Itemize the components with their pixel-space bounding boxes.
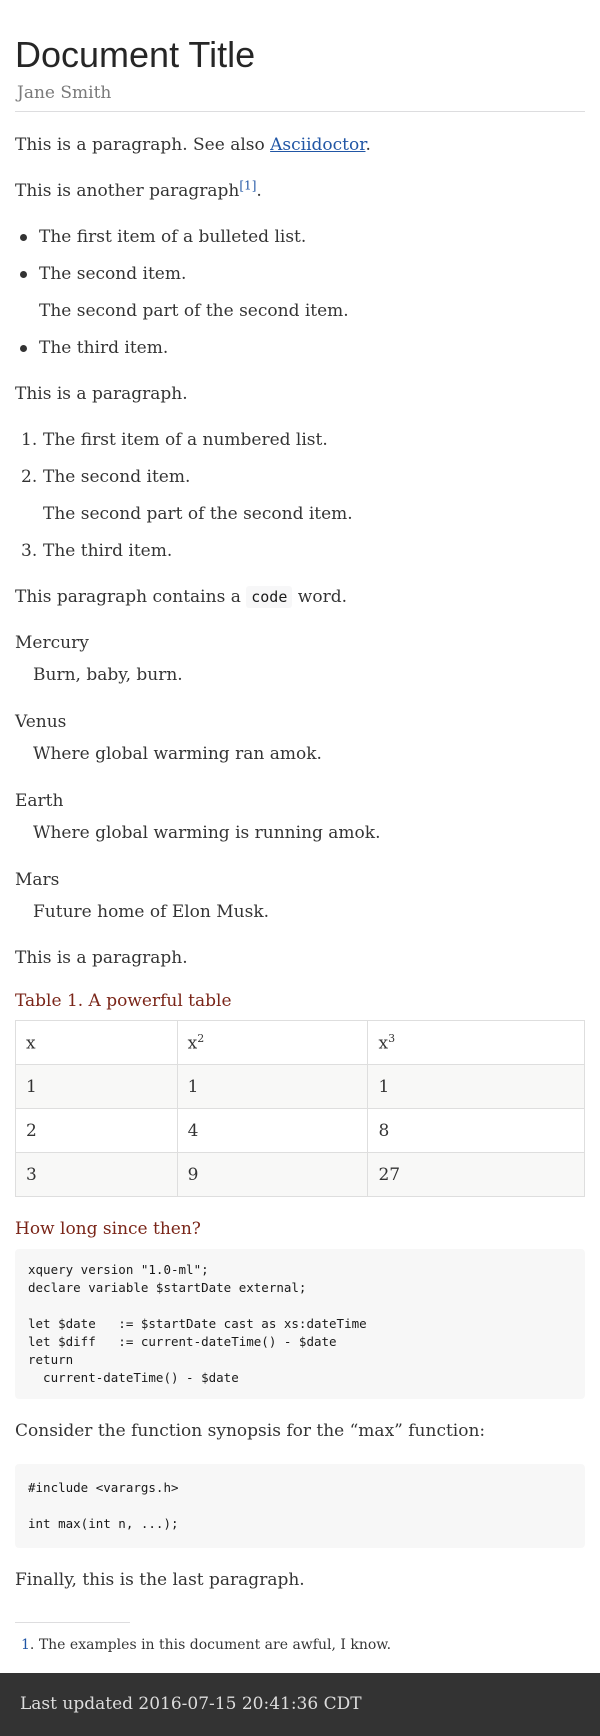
header-divider (15, 111, 585, 112)
paragraph-see-also (15, 131, 585, 159)
description-item (15, 787, 585, 847)
table-row (16, 1065, 585, 1109)
table-caption: Table 1. A powerful table (15, 991, 232, 1011)
inline-code: code (246, 586, 292, 608)
list-item-continuation: The second part of the second item. (39, 301, 349, 321)
list-number: 2. (21, 467, 38, 487)
table-cell (177, 1021, 368, 1065)
list-item (15, 426, 585, 454)
term: Earth (15, 791, 64, 811)
term-description: Future home of Elon Musk. (33, 902, 270, 922)
list-item-continuation: The second part of the second item. (43, 504, 353, 524)
bullet-icon (20, 271, 27, 278)
list-item-text: The second item. (39, 264, 187, 284)
term-description: Where global warming is running amok. (33, 823, 381, 843)
list-item-text: The third item. (39, 338, 169, 358)
list-item (15, 260, 585, 325)
table-cell: 2 (16, 1109, 178, 1153)
list-item (15, 537, 585, 565)
cell-superscript: 3 (388, 1031, 396, 1045)
list-item-text: The first item of a bulleted list. (39, 227, 307, 247)
bulleted-list (15, 223, 585, 362)
table-cell: 8 (368, 1109, 585, 1153)
table-row (16, 1153, 585, 1197)
paragraph-text-end: word. (292, 587, 347, 607)
footnote-text: . The examples in this document are awful, I know. (29, 1637, 392, 1653)
table-cell: 3 (16, 1153, 178, 1197)
footnote-reference (239, 178, 256, 192)
numbered-list (15, 426, 585, 565)
description-item (15, 866, 585, 926)
cell-superscript: 2 (197, 1031, 205, 1045)
list-number: 1. (21, 430, 38, 450)
paragraph-final (15, 1566, 585, 1594)
asciidoctor-link[interactable]: Asciidoctor (270, 135, 366, 155)
powers-table (15, 1020, 585, 1197)
last-paragraph-anchor: last paragraph. (172, 1570, 305, 1590)
paragraph-text-end: . (256, 181, 262, 201)
page-footer (0, 1673, 600, 1736)
code-listing-xquery: xquery version "1.0-ml"; declare variable $startDate external; let $date := $startDate cast as xs:dateTime let $diff := current-dateTime() - $date return current-dateTime() - $date (15, 1249, 585, 1399)
term: Venus (15, 712, 67, 732)
document-title: Document Title (15, 34, 256, 75)
bullet-icon (20, 234, 27, 241)
description-item (15, 629, 585, 689)
term-description: Where global warming ran amok. (33, 744, 322, 764)
list-item-text: The second item. (43, 467, 191, 487)
table-cell (16, 1021, 178, 1065)
paragraph: Consider the function synopsis for the “max” function: (15, 1421, 486, 1441)
bullet-icon (20, 345, 27, 352)
list-item (15, 334, 585, 362)
footnote-ref-link[interactable]: [1] (239, 178, 257, 193)
list-item-text: The third item. (43, 541, 173, 561)
paragraph-text: Finally, this is the (15, 1570, 173, 1590)
table-header-row (16, 1021, 585, 1065)
table-cell: 1 (368, 1065, 585, 1109)
table-cell: 1 (177, 1065, 368, 1109)
table-cell: 9 (177, 1153, 368, 1197)
paragraph-text-end: . (365, 135, 371, 155)
table-row (16, 1109, 585, 1153)
table-cell (368, 1021, 585, 1065)
paragraph-another (15, 177, 585, 205)
list-item-text: The first item of a numbered list. (43, 430, 328, 450)
footnote (15, 1635, 585, 1655)
table-cell: 4 (177, 1109, 368, 1153)
cell-text: x (187, 1033, 198, 1054)
cell-text: x (26, 1033, 36, 1054)
paragraph-with-code (15, 583, 585, 611)
table-cell: 27 (368, 1153, 585, 1197)
paragraph: This is a paragraph. (15, 384, 188, 404)
footnote-backlink[interactable]: 1 (21, 1637, 30, 1653)
description-item (15, 708, 585, 768)
author-name: Jane Smith (17, 83, 112, 103)
paragraph: This is a paragraph. (15, 948, 188, 968)
list-item (15, 223, 585, 251)
last-updated-text: Last updated 2016-07-15 20:41:36 CDT (20, 1694, 362, 1714)
paragraph-text: This is a paragraph. See also (15, 135, 271, 155)
paragraph-text: This paragraph contains a (15, 587, 247, 607)
listing-title: How long since then? (15, 1219, 201, 1239)
list-item (15, 463, 585, 528)
description-list (15, 629, 585, 926)
cell-text: x (378, 1033, 389, 1054)
code-listing-synopsis: #include <varargs.h> int max(int n, ...); (15, 1464, 585, 1548)
list-number: 3. (21, 541, 38, 561)
term-description: Burn, baby, burn. (33, 665, 183, 685)
term: Mercury (15, 633, 89, 653)
table-cell: 1 (16, 1065, 178, 1109)
footnotes-divider (15, 1622, 130, 1623)
paragraph-text: This is another paragraph (15, 181, 240, 201)
term: Mars (15, 870, 60, 890)
